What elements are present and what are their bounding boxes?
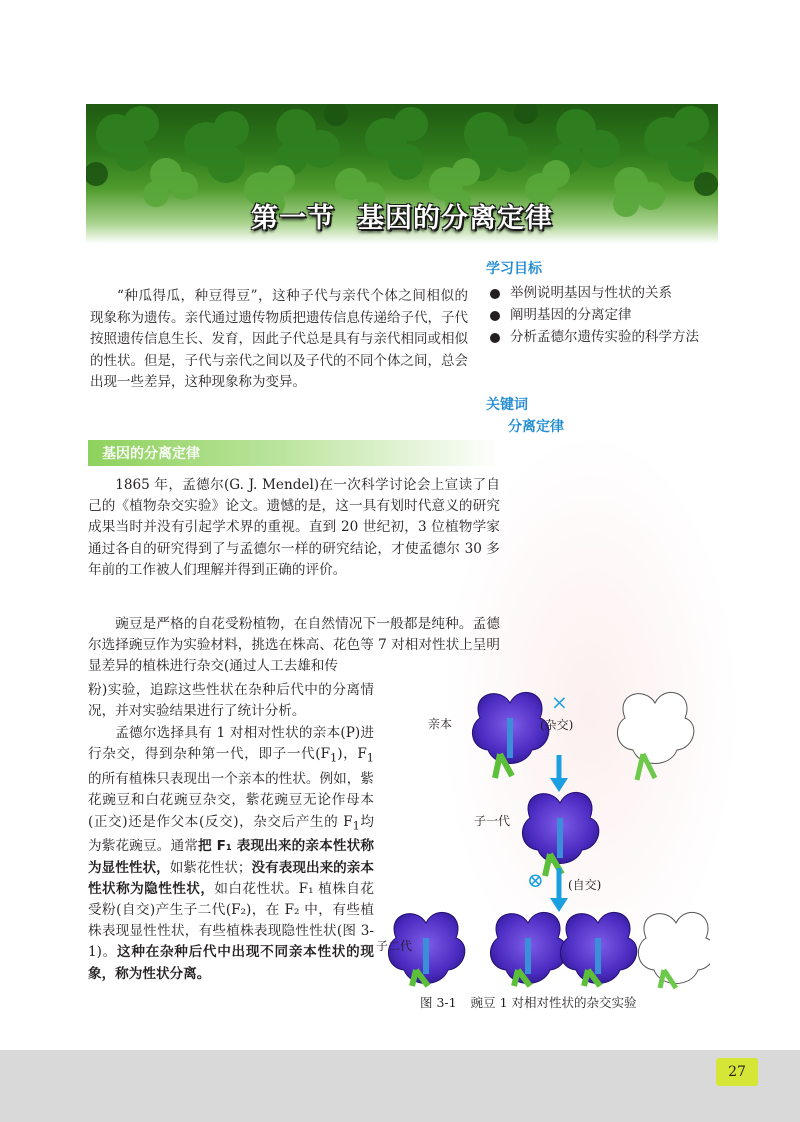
keywords-heading: 关键词 (486, 397, 528, 413)
purple-flower-f2 (560, 912, 636, 986)
paragraph-4: 孟德尔选择具有 1 对相对性状的亲本(P)进行杂交，得到杂种第一代，即子一代$(F_1)$，$F_1$的所有植株只表现出一个亲本的性状。例如，紫花豌豆和白花豌豆杂交，紫花豌豆无论作母本(正交)还是作父本(反交)，杂交后产生的 $F_1$均为紫花豌豆。通常把 F₁ 表现出来的亲本性状称为显性性状，如紫花性状；没有表现出来的亲本性状称为隐性性状，如白花性状。F₁ 植株自花受粉(自交)产生子二代(F₂)，在 F₂ 中，有些植株表现显性性状，有些植株表现隐性性状(图 3-1)。这种在杂种后代中出现不同亲本性状的现象，称为性状分离。 (88, 725, 375, 982)
subsection-header (88, 440, 500, 466)
goal-item: 分析孟德尔遗传实验的科学方法 (488, 326, 708, 348)
paragraph-1: 1865 年，孟德尔(G. J. Mendel)在一次科学讨论会上宣读了自己的《植物杂交实验》论文。遗憾的是，这一具有划时代意义的研究成果当时并没有引起学术界的重视。直到 20 世纪初，3 位植物学家通过各自的研究得到了与孟德尔一样的研究结论，才使孟德尔 30 多年前的工作被人们理解并得到正确的评价。 (88, 477, 500, 578)
purple-flower-parent (472, 692, 548, 778)
paragraph-3: 粉)实验，追踪这些性状在杂种后代中的分离情况，并对实验结果进行了统计分析。 (88, 682, 374, 720)
segregation-definition: 这种在杂种后代中出现不同亲本性状的现象，称为性状分离。 (88, 944, 375, 982)
white-flower-parent (617, 692, 693, 780)
label-f2: 子二代 (376, 939, 413, 953)
paragraph-2: 豌豆是严格的自花受粉植物，在自然情况下一般都是纯种。孟德尔选择豌豆作为实验材料，挑选在株高、花色等 7 对相对性状上呈明显差异的植株进行杂交(通过人工去雄和传 (88, 616, 500, 675)
page-footer (0, 1050, 800, 1122)
label-parents: 亲本 (428, 717, 453, 731)
bullet-icon (490, 333, 500, 343)
dominant-definition: 把 F₁ 表现出来的亲本性状称为显性性状， (88, 838, 374, 876)
bullet-icon (490, 289, 500, 299)
bullet-icon (490, 311, 500, 321)
label-self: (自交) (568, 878, 602, 892)
learning-goals-list (488, 282, 708, 348)
label-cross: (杂交) (540, 718, 574, 732)
purple-flower-f1 (522, 792, 598, 876)
keyword: 分离定律 (508, 419, 564, 435)
goal-item: 阐明基因的分离定律 (488, 304, 708, 326)
self-cross-symbol: ⊗ (527, 868, 544, 892)
intro-paragraph: “种瓜得瓜，种豆得豆”，这种子代与亲代个体之间相似的现象称为遗传。亲代通过遗传物质把遗传信息传递给子代，子代按照遗传信息生长、发育，因此子代总是具有与亲代相同或相似的性状。但是，子代与亲代之间以及子代的不同个体之间，总会出现一些差异，这种现象称为变异。 (90, 288, 468, 391)
cross-arrow (550, 755, 568, 792)
section-title: 第一节 基因的分离定律 (251, 203, 553, 234)
white-flower-f2 (638, 912, 710, 988)
learning-goals-heading: 学习目标 (486, 261, 542, 277)
page-number: 27 (716, 1058, 758, 1086)
subsection-title: 基因的分离定律 (102, 446, 200, 462)
purple-flower-f2 (490, 912, 566, 986)
recessive-definition: 没有表现出来的亲本性状称为隐性性状， (88, 859, 375, 897)
clover-banner (86, 104, 718, 244)
self-cross-arrow (550, 868, 568, 912)
figure-caption: 图 3-1 豌豆 1 对相对性状的杂交实验 (420, 995, 637, 1010)
label-f1: 子一代 (474, 814, 511, 828)
cross-symbol: × (551, 690, 568, 714)
goal-item: 举例说明基因与性状的关系 (488, 282, 708, 304)
